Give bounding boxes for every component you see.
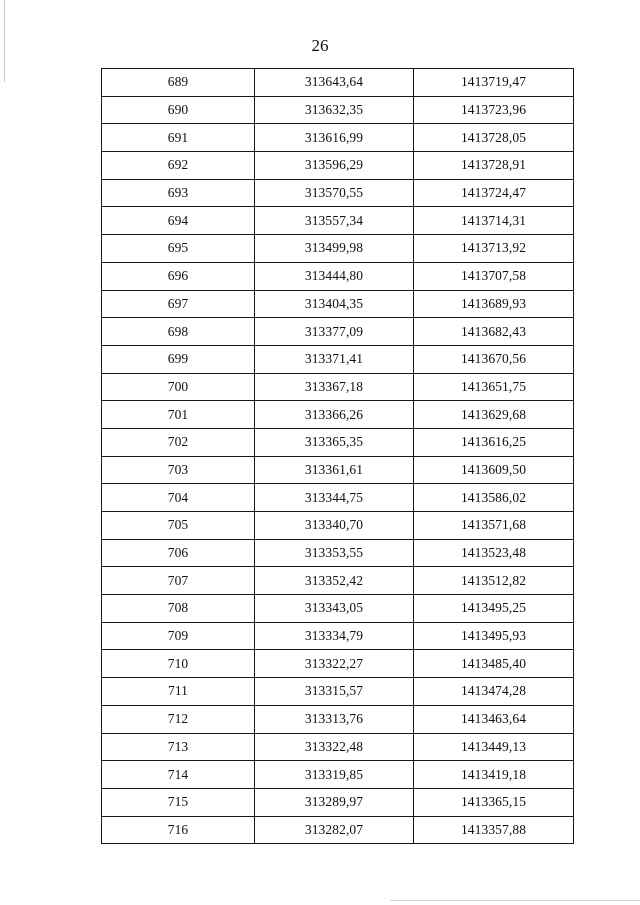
x-coordinate-cell: 313361,61 (255, 456, 414, 484)
table-row (102, 705, 574, 733)
point-number-cell: 712 (102, 705, 255, 733)
x-coordinate-cell: 313366,26 (255, 401, 414, 429)
table-row (102, 761, 574, 789)
point-number-cell: 708 (102, 595, 255, 623)
y-coordinate-cell: 1413449,13 (414, 733, 574, 761)
point-number-cell: 696 (102, 262, 255, 290)
y-coordinate-cell: 1413682,43 (414, 318, 574, 346)
x-coordinate-cell: 313367,18 (255, 373, 414, 401)
table-row (102, 262, 574, 290)
y-coordinate-cell: 1413670,56 (414, 345, 574, 373)
table-row (102, 152, 574, 180)
x-coordinate-cell: 313353,55 (255, 539, 414, 567)
point-number-cell: 698 (102, 318, 255, 346)
y-coordinate-cell: 1413463,64 (414, 705, 574, 733)
y-coordinate-cell: 1413728,05 (414, 124, 574, 152)
table-row (102, 179, 574, 207)
page-number: 26 (311, 36, 329, 55)
table-row (102, 733, 574, 761)
y-coordinate-cell: 1413474,28 (414, 678, 574, 706)
table-row (102, 401, 574, 429)
table-row (102, 96, 574, 124)
x-coordinate-cell: 313371,41 (255, 345, 414, 373)
x-coordinate-cell: 313344,75 (255, 484, 414, 512)
point-number-cell: 713 (102, 733, 255, 761)
y-coordinate-cell: 1413523,48 (414, 539, 574, 567)
y-coordinate-cell: 1413571,68 (414, 512, 574, 540)
y-coordinate-cell: 1413724,47 (414, 179, 574, 207)
y-coordinate-cell: 1413651,75 (414, 373, 574, 401)
x-coordinate-cell: 313322,27 (255, 650, 414, 678)
point-number-cell: 703 (102, 456, 255, 484)
x-coordinate-cell: 313315,57 (255, 678, 414, 706)
table-row (102, 428, 574, 456)
point-number-cell: 701 (102, 401, 255, 429)
point-number-cell: 691 (102, 124, 255, 152)
point-number-cell: 716 (102, 816, 255, 844)
table-row (102, 69, 574, 97)
coordinates-table (101, 68, 574, 844)
point-number-cell: 706 (102, 539, 255, 567)
x-coordinate-cell: 313282,07 (255, 816, 414, 844)
x-coordinate-cell: 313352,42 (255, 567, 414, 595)
table-row (102, 456, 574, 484)
point-number-cell: 699 (102, 345, 255, 373)
point-number-cell: 707 (102, 567, 255, 595)
x-coordinate-cell: 313365,35 (255, 428, 414, 456)
table-row (102, 124, 574, 152)
table-row (102, 318, 574, 346)
y-coordinate-cell: 1413629,68 (414, 401, 574, 429)
x-coordinate-cell: 313404,35 (255, 290, 414, 318)
x-coordinate-cell: 313340,70 (255, 512, 414, 540)
x-coordinate-cell: 313334,79 (255, 622, 414, 650)
point-number-cell: 695 (102, 235, 255, 263)
y-coordinate-cell: 1413707,58 (414, 262, 574, 290)
point-number-cell: 711 (102, 678, 255, 706)
point-number-cell: 715 (102, 788, 255, 816)
table-row (102, 622, 574, 650)
point-number-cell: 689 (102, 69, 255, 97)
table-row (102, 235, 574, 263)
y-coordinate-cell: 1413616,25 (414, 428, 574, 456)
table-row (102, 512, 574, 540)
table-row (102, 788, 574, 816)
x-coordinate-cell: 313289,97 (255, 788, 414, 816)
y-coordinate-cell: 1413723,96 (414, 96, 574, 124)
table-row (102, 595, 574, 623)
x-coordinate-cell: 313596,29 (255, 152, 414, 180)
x-coordinate-cell: 313444,80 (255, 262, 414, 290)
y-coordinate-cell: 1413495,25 (414, 595, 574, 623)
point-number-cell: 714 (102, 761, 255, 789)
table-row (102, 290, 574, 318)
x-coordinate-cell: 313616,99 (255, 124, 414, 152)
y-coordinate-cell: 1413357,88 (414, 816, 574, 844)
y-coordinate-cell: 1413719,47 (414, 69, 574, 97)
point-number-cell: 705 (102, 512, 255, 540)
y-coordinate-cell: 1413512,82 (414, 567, 574, 595)
point-number-cell: 700 (102, 373, 255, 401)
point-number-cell: 709 (102, 622, 255, 650)
point-number-cell: 692 (102, 152, 255, 180)
point-number-cell: 697 (102, 290, 255, 318)
y-coordinate-cell: 1413714,31 (414, 207, 574, 235)
y-coordinate-cell: 1413495,93 (414, 622, 574, 650)
table-row (102, 345, 574, 373)
y-coordinate-cell: 1413586,02 (414, 484, 574, 512)
y-coordinate-cell: 1413609,50 (414, 456, 574, 484)
table-row (102, 484, 574, 512)
y-coordinate-cell: 1413689,93 (414, 290, 574, 318)
table-row (102, 678, 574, 706)
x-coordinate-cell: 313319,85 (255, 761, 414, 789)
x-coordinate-cell: 313377,09 (255, 318, 414, 346)
table-row (102, 207, 574, 235)
table-row (102, 539, 574, 567)
x-coordinate-cell: 313632,35 (255, 96, 414, 124)
coordinates-table-body (102, 69, 574, 844)
point-number-cell: 710 (102, 650, 255, 678)
x-coordinate-cell: 313557,34 (255, 207, 414, 235)
point-number-cell: 704 (102, 484, 255, 512)
table-row (102, 373, 574, 401)
point-number-cell: 693 (102, 179, 255, 207)
table-row (102, 816, 574, 844)
y-coordinate-cell: 1413419,18 (414, 761, 574, 789)
x-coordinate-cell: 313313,76 (255, 705, 414, 733)
scan-edge-mark-bottom (390, 900, 640, 901)
y-coordinate-cell: 1413728,91 (414, 152, 574, 180)
point-number-cell: 694 (102, 207, 255, 235)
y-coordinate-cell: 1413485,40 (414, 650, 574, 678)
x-coordinate-cell: 313499,98 (255, 235, 414, 263)
point-number-cell: 690 (102, 96, 255, 124)
point-number-cell: 702 (102, 428, 255, 456)
x-coordinate-cell: 313343,05 (255, 595, 414, 623)
x-coordinate-cell: 313570,55 (255, 179, 414, 207)
table-row (102, 567, 574, 595)
table-row (102, 650, 574, 678)
x-coordinate-cell: 313322,48 (255, 733, 414, 761)
y-coordinate-cell: 1413365,15 (414, 788, 574, 816)
y-coordinate-cell: 1413713,92 (414, 235, 574, 263)
x-coordinate-cell: 313643,64 (255, 69, 414, 97)
